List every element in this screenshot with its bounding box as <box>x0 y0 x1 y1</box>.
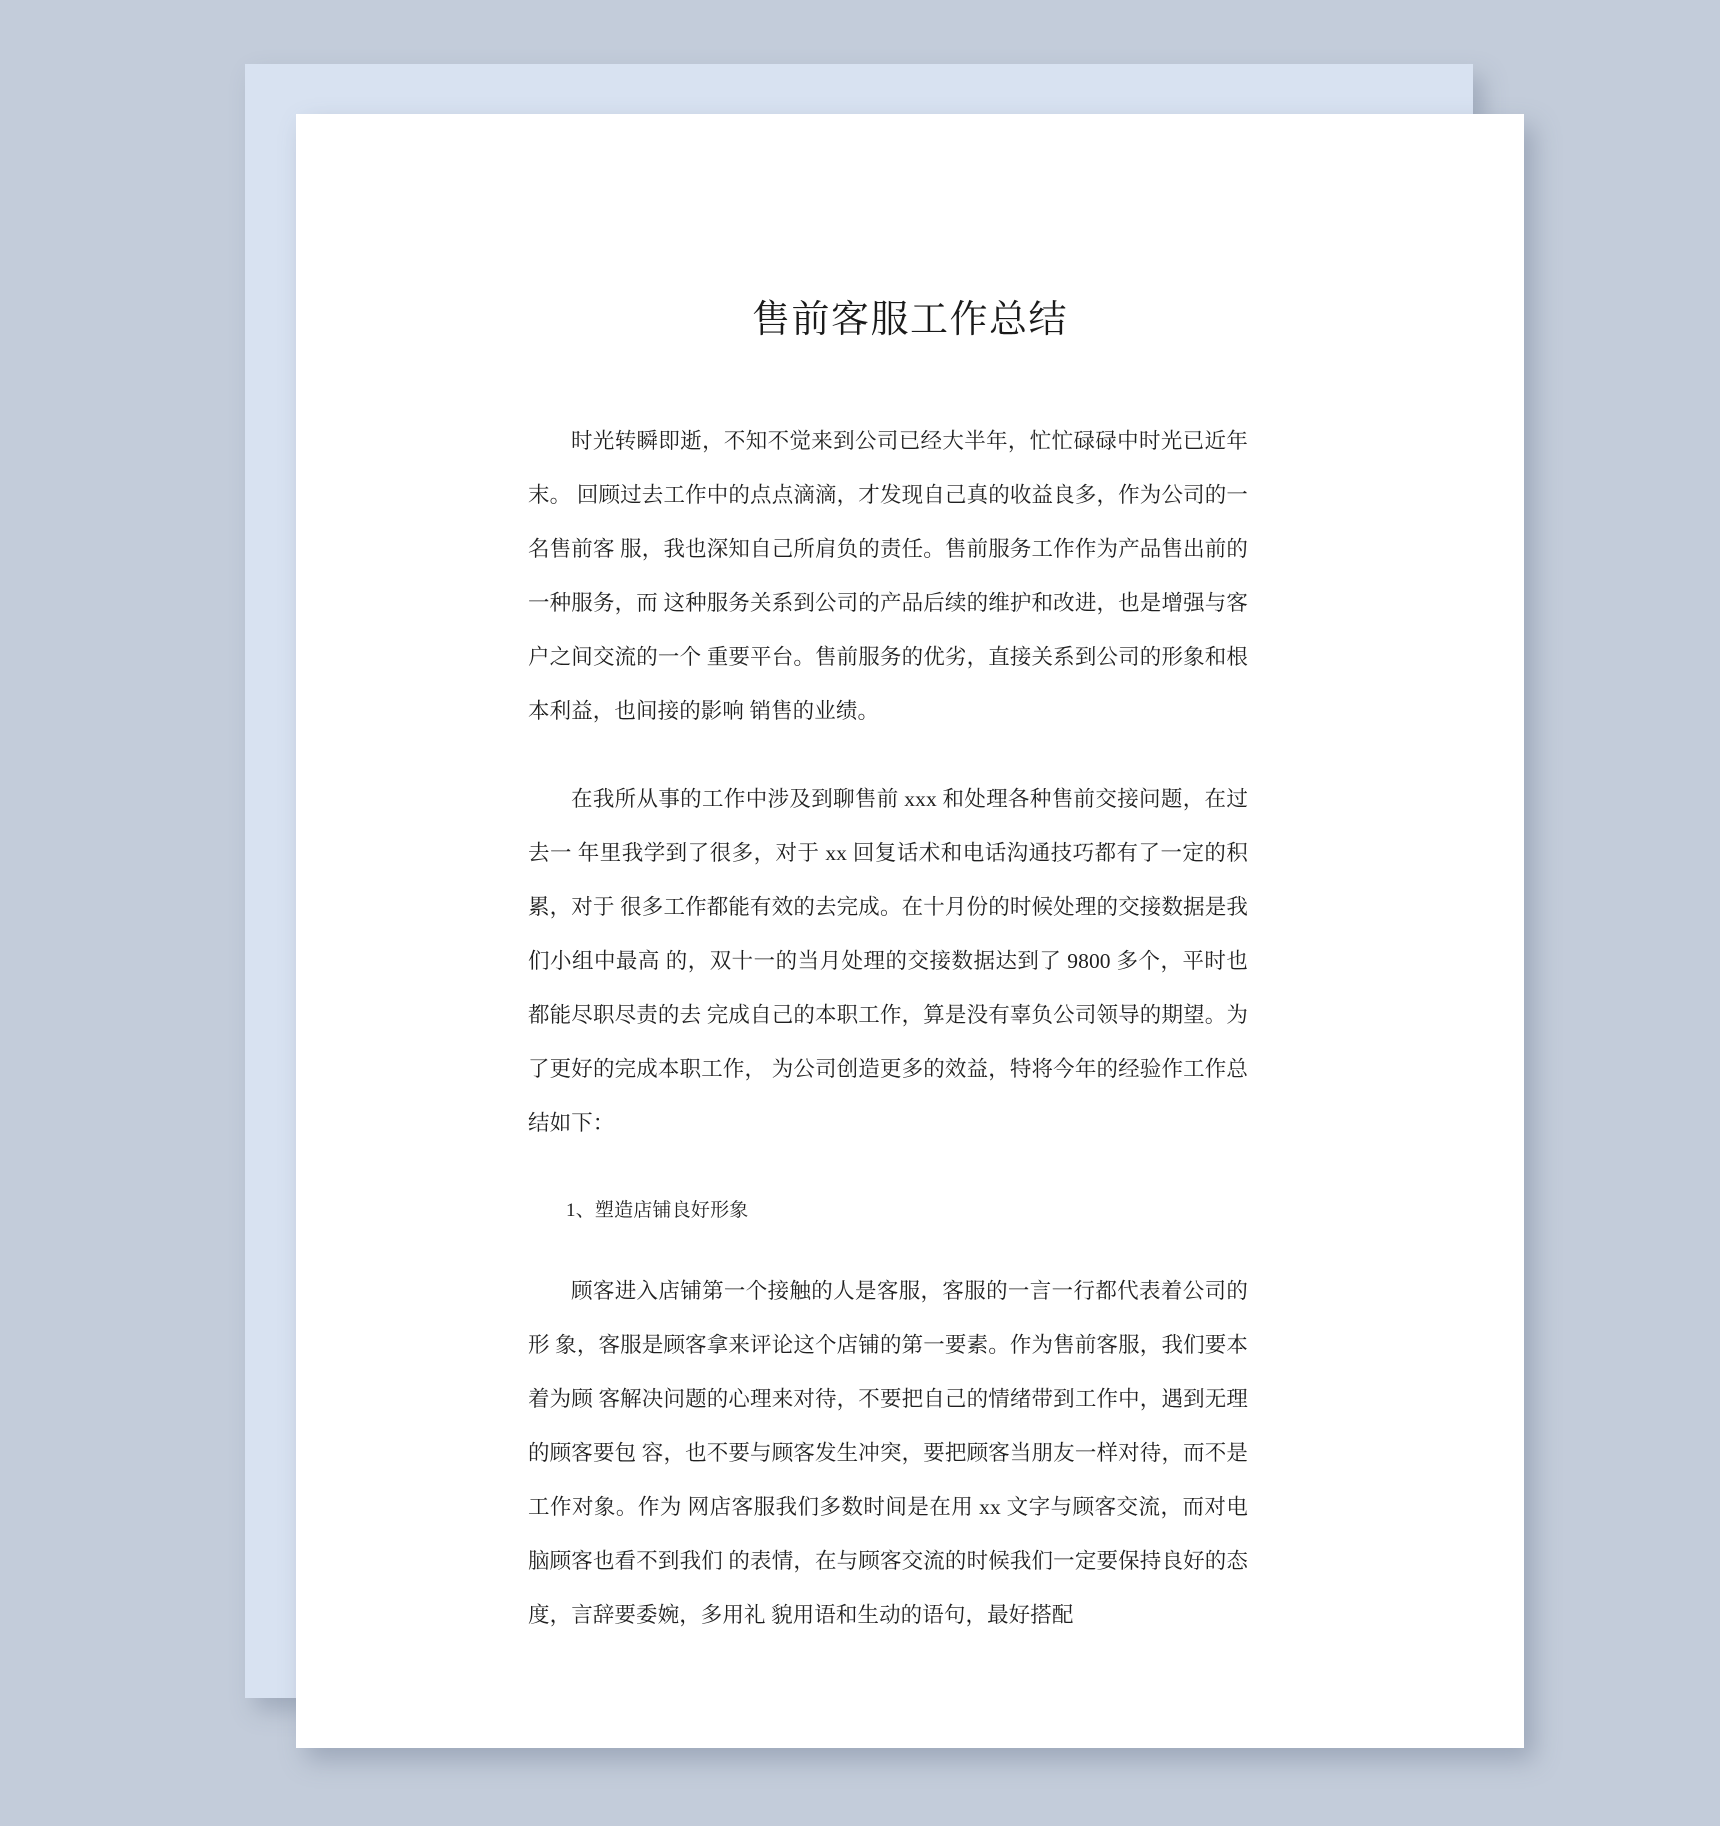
paragraph-intro: 时光转瞬即逝，不知不觉来到公司已经大半年，忙忙碌碌中时光已近年末。 回顾过去工作中的点点滴滴，才发现自己真的收益良多，作为公司的一名售前客 服，我也深知自己所肩负的责任。售前服务工作作为产品售出前的一种服务，而 这种服务关系到公司的产品后续的维护和改进，也是增强与客户之间交流的一个 重要平台。售前服务的优劣，直接关系到公司的形象和根本利益，也间接的影响 销售的业绩。 <box>528 429 1248 723</box>
section-1-heading-block <box>528 1184 1248 1238</box>
paragraph-experience: 在我所从事的工作中涉及到聊售前 xxx 和处理各种售前交接问题，在过去一 年里我学到了很多，对于 xx 回复话术和电话沟通技巧都有了一定的积累，对于 很多工作都能有效的去完成。在十月份的时候处理的交接数据是我们小组中最高 的，双十一的当月处理的交接数据达到了 9800 多个，平时也都能尽职尽责的去 完成自己的本职工作，算是没有辜负公司领导的期望。为了更好的完成本职工作， 为公司创造更多的效益，特将今年的经验作工作总结如下： <box>528 787 1248 1135</box>
paragraph-section-1-body: 顾客进入店铺第一个接触的人是客服，客服的一言一行都代表着公司的形 象，客服是顾客拿来评论这个店铺的第一要素。作为售前客服，我们要本着为顾 客解决问题的心理来对待，不要把自己的情绪带到工作中，遇到无理的顾客要包 容，也不要与顾客发生冲突，要把顾客当朋友一样对待，而不是工作对象。作为 网店客服我们多数时间是在用 xx 文字与顾客交流，而对电脑顾客也看不到我们 的表情，在与顾客交流的时候我们一定要保持良好的态度，言辞要委婉，多用礼 貌用语和生动的语句，最好搭配 <box>528 1279 1248 1627</box>
page-title: 售前客服工作总结 <box>751 299 1068 341</box>
page-content-area <box>296 114 1524 1748</box>
document-page <box>296 114 1524 1748</box>
section-heading-1: 1、塑造店铺良好形象 <box>566 1200 749 1221</box>
document-body <box>528 414 1248 1642</box>
